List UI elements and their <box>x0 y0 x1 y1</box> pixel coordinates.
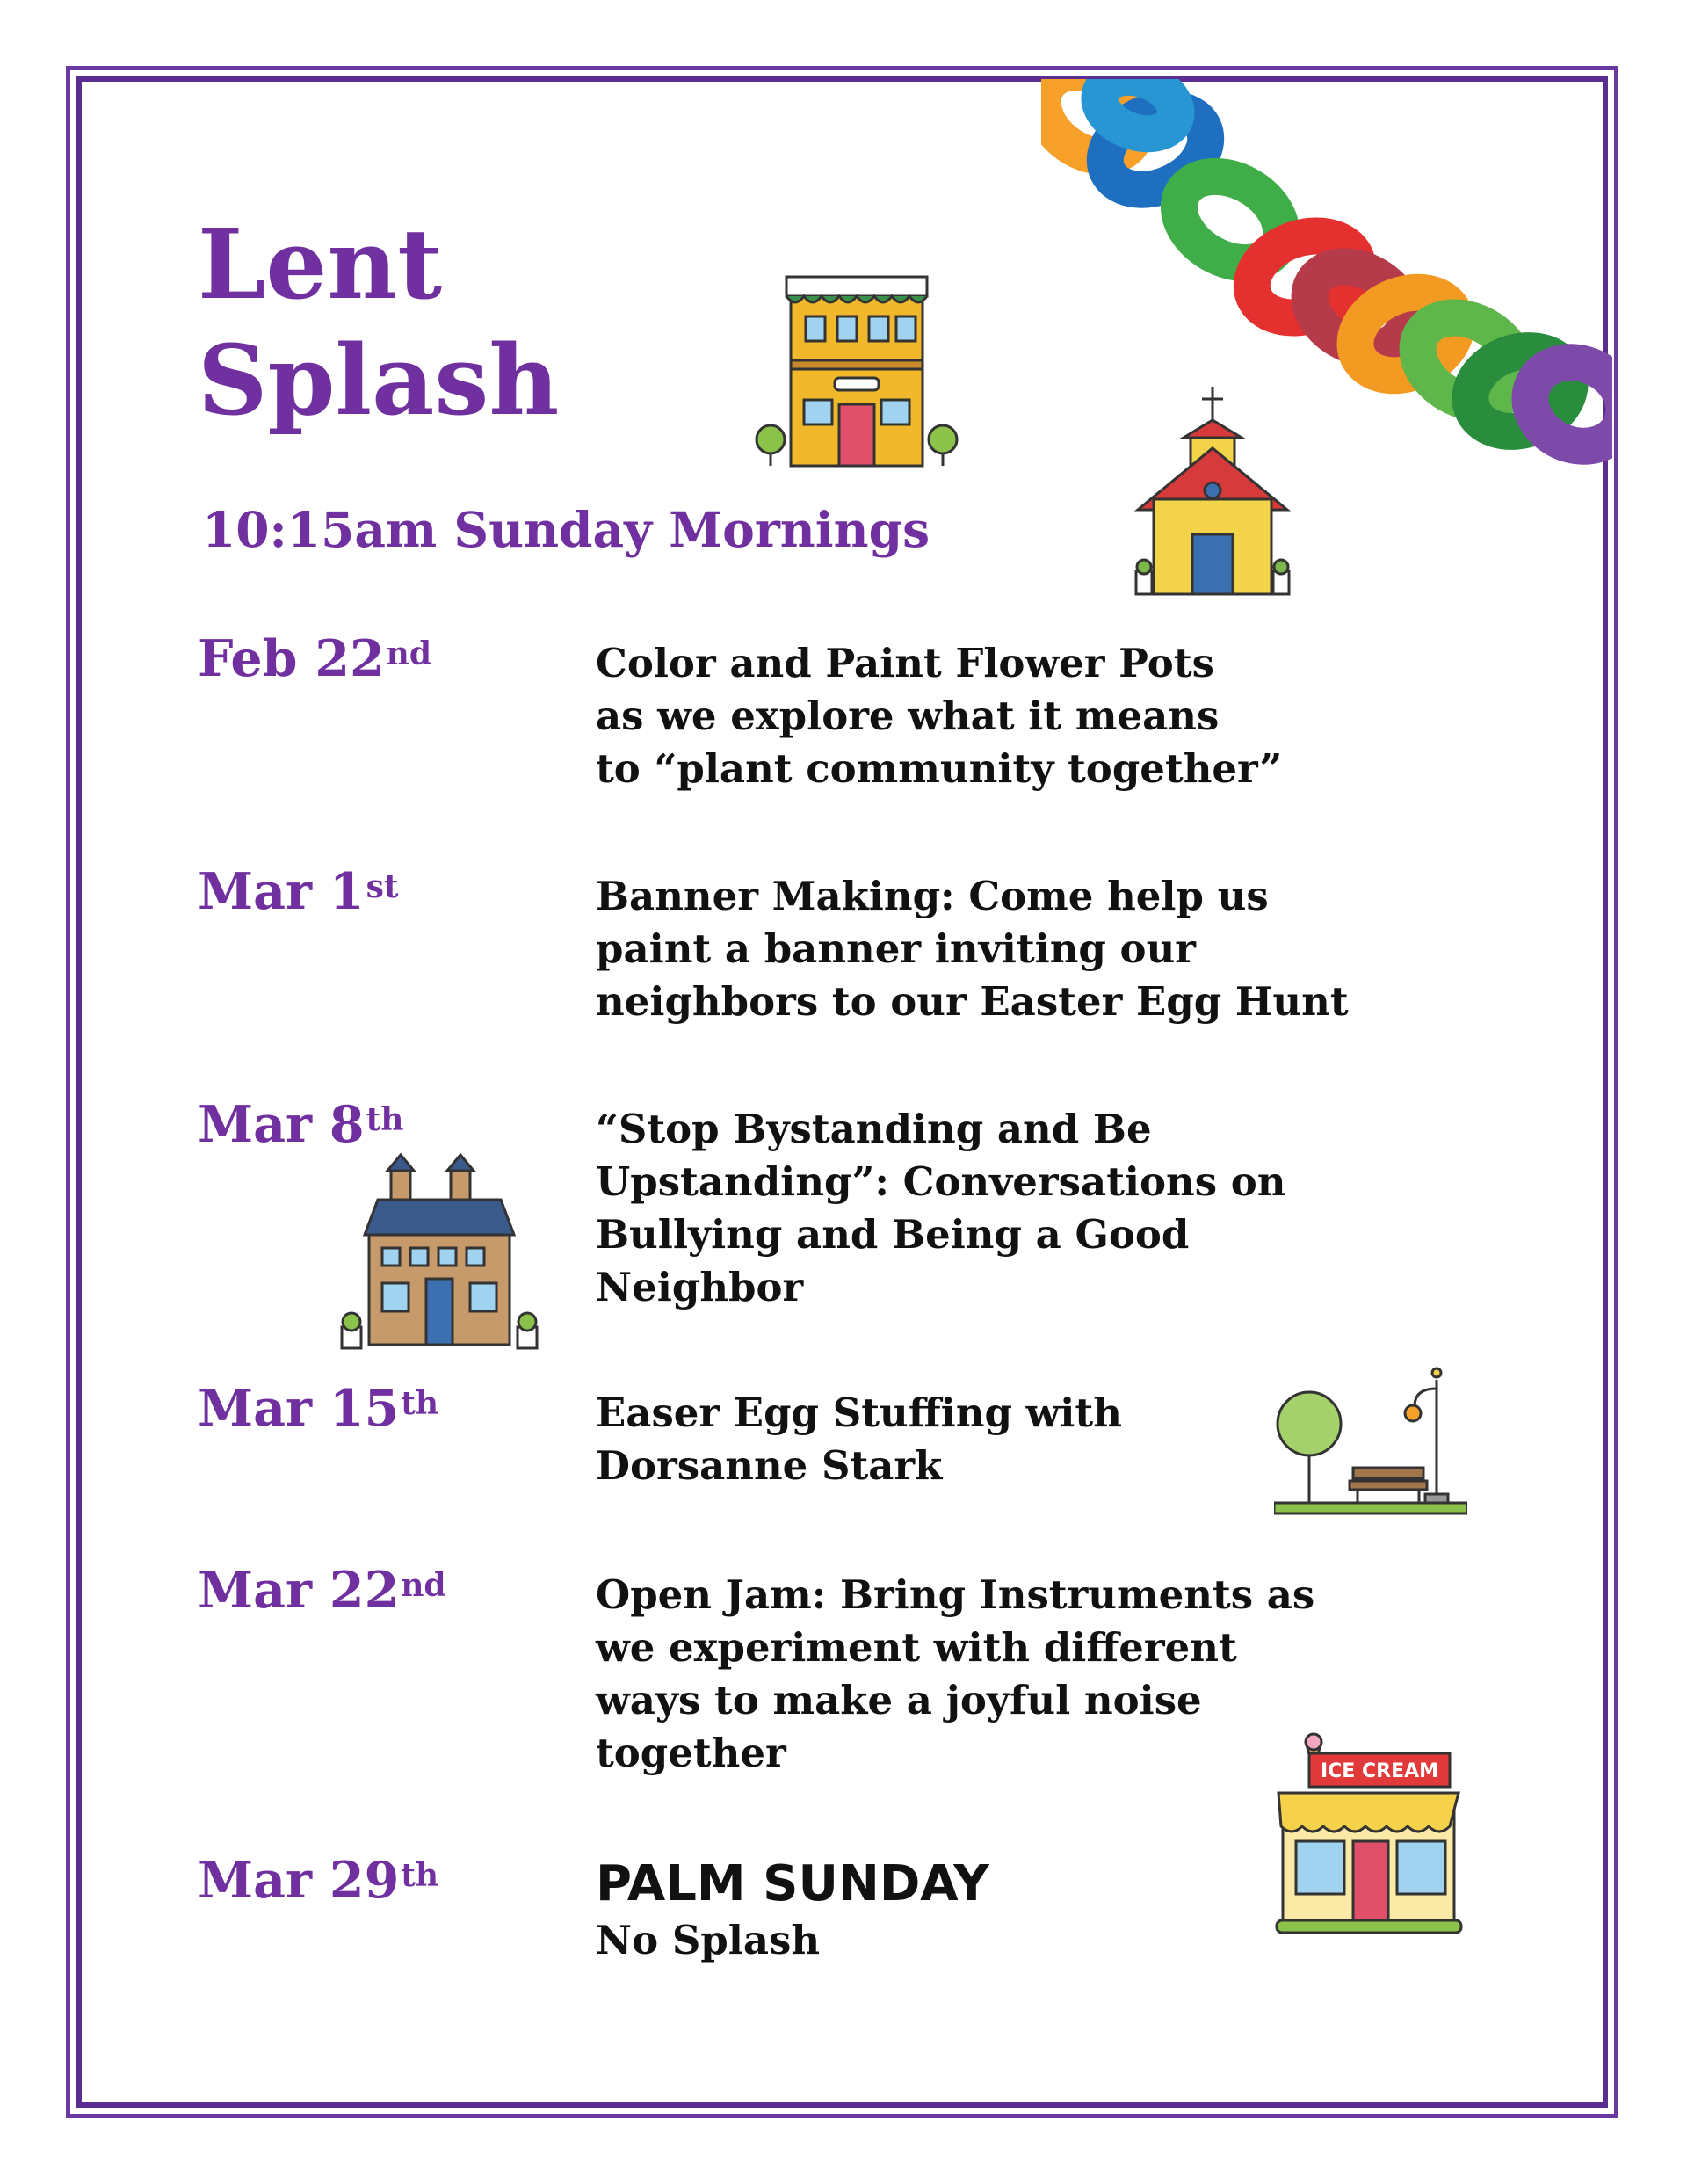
event-date-text: Mar 1 <box>198 862 365 921</box>
event-description-line: Upstanding”: Conversations on <box>596 1158 1286 1205</box>
ice-cream-sign-text: ICE CREAM <box>1320 1760 1439 1782</box>
event-description-line: Bullying and Being a Good <box>596 1211 1190 1258</box>
event-date-text: Mar 22 <box>198 1561 400 1620</box>
schedule-time-subtitle: 10:15am Sunday Mornings <box>202 501 930 558</box>
event-date-text: Mar 8 <box>198 1095 365 1154</box>
event-description-line: Easer Egg Stuffing with <box>596 1389 1122 1436</box>
event-description-line: together <box>596 1730 786 1776</box>
event-description <box>596 870 1474 1028</box>
no-splash-note: No Splash <box>596 1917 821 1963</box>
event-description-line: Dorsanne Stark <box>596 1442 943 1489</box>
date-suffix: th <box>401 1857 439 1894</box>
event-date <box>198 1094 403 1156</box>
chapel-icon <box>1129 387 1296 606</box>
event-description-line: to “plant community together” <box>596 745 1283 792</box>
title-line-1: Lent <box>198 207 443 321</box>
event-date-text: Mar 29 <box>198 1851 400 1910</box>
event-description-line: Banner Making: Come help us <box>596 873 1269 919</box>
event-date-text: Feb 22 <box>198 629 385 688</box>
event-description <box>596 637 1474 795</box>
event-description-line: Open Jam: Bring Instruments as <box>596 1571 1315 1618</box>
event-description-line: we experiment with different <box>596 1624 1237 1671</box>
park-bench-icon <box>1274 1362 1467 1520</box>
shop-building-icon <box>751 268 962 470</box>
event-description-line: Color and Paint Flower Pots <box>596 640 1214 686</box>
page-title <box>198 207 559 439</box>
event-description-line: Neighbor <box>596 1264 804 1310</box>
event-description-line: ways to make a joyful noise <box>596 1677 1202 1723</box>
title-line-2: Splash <box>198 323 560 437</box>
event-description-line: as we explore what it means <box>596 693 1220 739</box>
event-date <box>198 1378 438 1440</box>
event-date <box>198 1560 446 1622</box>
event-date <box>198 861 398 923</box>
date-suffix: th <box>401 1385 439 1422</box>
event-description <box>596 1853 1474 1965</box>
event-description <box>596 1103 1474 1314</box>
event-date-text: Mar 15 <box>198 1379 400 1438</box>
townhouse-icon <box>338 1151 540 1353</box>
date-suffix: nd <box>386 635 431 672</box>
event-date <box>198 628 431 690</box>
event-description-line: neighbors to our Easter Egg Hunt <box>596 978 1349 1025</box>
date-suffix: th <box>366 1101 404 1138</box>
palm-sunday-heading: PALM SUNDAY <box>596 1855 989 1912</box>
date-suffix: nd <box>401 1567 446 1604</box>
event-description-line: paint a banner inviting our <box>596 925 1196 972</box>
paper-chain-garland-icon <box>1041 79 1612 483</box>
event-date <box>198 1850 438 1912</box>
date-suffix: st <box>366 868 399 905</box>
event-description-line: “Stop Bystanding and Be <box>596 1106 1152 1152</box>
